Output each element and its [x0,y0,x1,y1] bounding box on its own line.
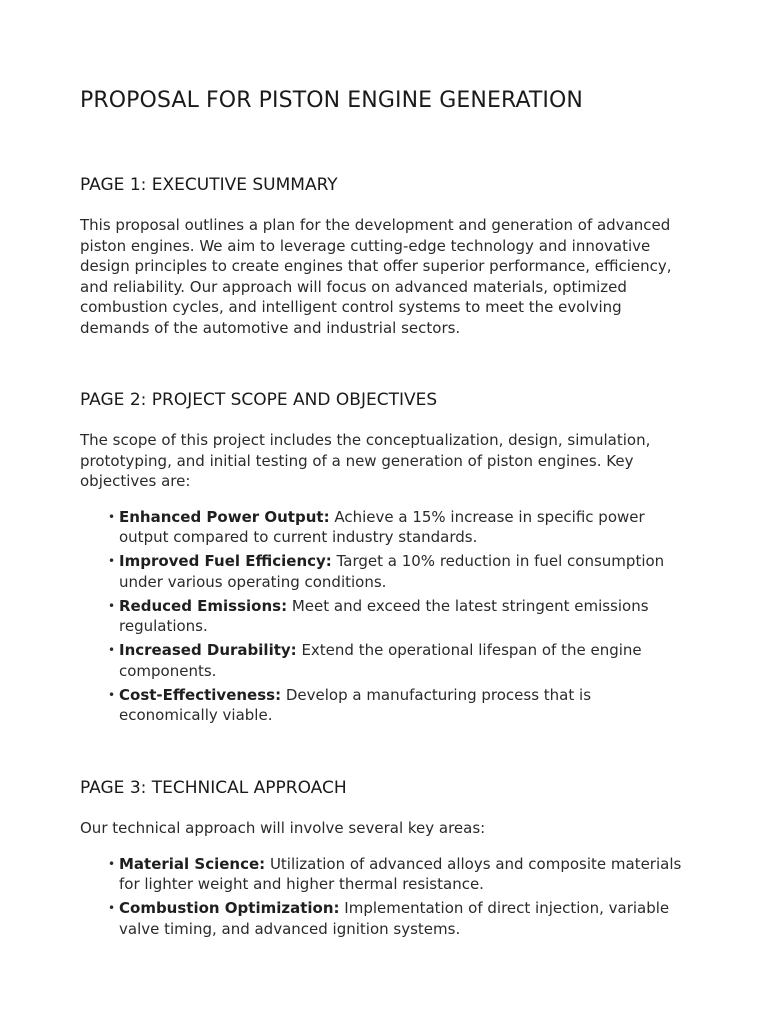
list-item-term: Increased Durability: [119,641,297,659]
list-item-text: Target a 10% reduction in fuel consumption under various operating conditions. [119,552,665,591]
bullet-icon: • [108,643,116,657]
technical-areas-list [80,854,690,940]
list-item-text: Utilization of advanced alloys and composite materials for lighter weight and higher thermal resistance. [119,854,682,893]
list-item-text: Implementation of direct injection, variable valve timing, and advanced ignition systems. [119,899,670,938]
section-executive-summary [80,175,690,338]
list-item-text: Achieve a 15% increase in specific power output compared to current industry standards. [119,507,645,546]
list-item [108,854,690,895]
bullet-icon: • [108,687,116,702]
list-item [108,640,690,681]
list-item-text: Extend the operational lifespan of the engine components. [119,641,642,680]
list-item [108,898,690,939]
list-item [108,685,690,726]
document-title: PROPOSAL FOR PISTON ENGINE GENERATION [80,88,583,113]
section-paragraph: Our technical approach will involve several key areas: [80,819,486,837]
objectives-list [80,507,690,726]
bullet-icon: • [108,856,116,871]
list-item [108,507,690,548]
section-heading: PAGE 3: TECHNICAL APPROACH [80,778,347,798]
list-item-text: Meet and exceed the latest stringent emissions regulations. [119,596,649,635]
section-paragraph: This proposal outlines a plan for the development and generation of advanced piston engines. We aim to leverage cutting-edge technology and innovative design principles to create engines that offer superior performance, efficiency, and reliability. Our approach will focus on advanced materials, optimized combustion cycles, and intelligent control systems to meet the evolving demands of the automotive and industrial sectors. [80,216,672,337]
section-technical-approach [80,778,690,943]
bullet-icon: • [108,554,116,568]
bullet-icon: • [108,901,116,915]
list-item [108,551,690,592]
bullet-icon: • [108,598,116,613]
section-project-scope [80,390,690,729]
bullet-icon: • [108,509,116,524]
list-item-term: Combustion Optimization: [119,899,340,917]
list-item-term: Enhanced Power Output: [119,507,330,526]
list-item-term: Cost-Effectiveness: [119,685,282,704]
list-item [108,596,690,637]
section-paragraph: The scope of this project includes the conceptualization, design, simulation, prototyping, and initial testing of a new generation of piston engines. Key objectives are: [80,431,651,490]
list-item-term: Material Science: [119,854,266,873]
list-item-term: Reduced Emissions: [119,596,288,615]
list-item-text: Develop a manufacturing process that is economically viable. [119,685,592,724]
section-heading: PAGE 2: PROJECT SCOPE AND OBJECTIVES [80,390,438,410]
list-item-term: Improved Fuel Efficiency: [119,552,332,570]
section-heading: PAGE 1: EXECUTIVE SUMMARY [80,175,338,195]
